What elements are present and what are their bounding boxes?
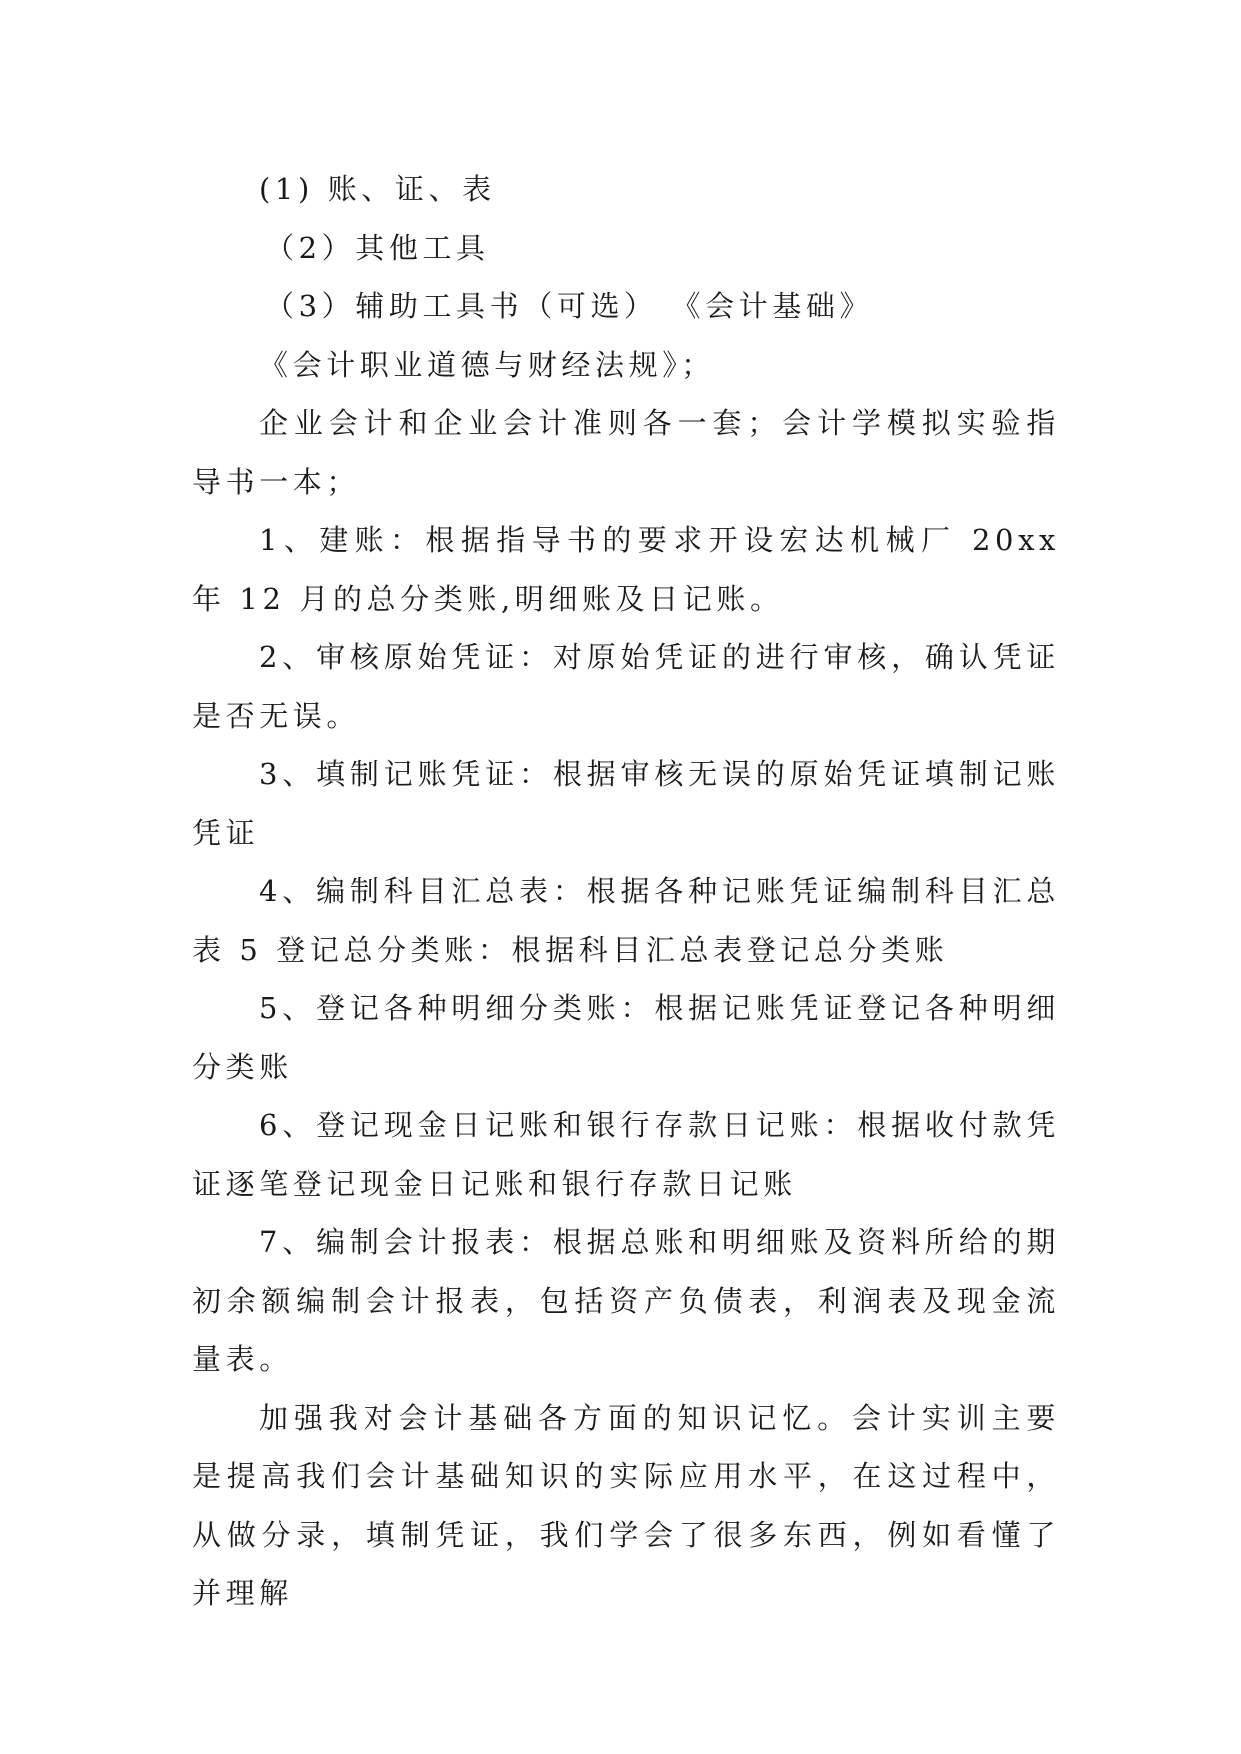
paragraph-step-6: 6、登记现金日记账和银行存款日记账：根据收付款凭证逐笔登记现金日记账和银行存款日记账: [192, 1108, 1060, 1201]
paragraph-step-2: 2、审核原始凭证：对原始凭证的进行审核，确认凭证是否无误。: [192, 640, 1060, 733]
paragraph-tools-ledgers: (1) 账、证、表: [259, 172, 496, 206]
paragraph-reference-books: （3）辅助工具书（可选） 《会计基础》: [265, 289, 874, 323]
paragraph-step-1: 1、建账：根据指导书的要求开设宏达机械厂 20xx 年 12 月的总分类账,明细账及日记账。: [192, 523, 1060, 616]
paragraph-ethics-book: 《会计职业道德与财经法规》；: [259, 347, 715, 382]
paragraph-step-4: 4、编制科目汇总表：根据各种记账凭证编制科目汇总表 5 登记总分类账：根据科目汇总表登记总分类账: [192, 874, 1060, 967]
paragraph-other-tools: （2）其他工具: [265, 230, 490, 265]
paragraph-reflection: 加强我对会计基础各方面的知识记忆。会计实训主要是提高我们会计基础知识的实际应用水平，在这过程中，从做分录，填制凭证，我们学会了很多东西，例如看懂了并理解: [192, 1400, 1060, 1610]
document-body: [192, 160, 1060, 1623]
paragraph-standards-set: 企业会计和企业会计准则各一套；会计学模拟实验指导书一本；: [192, 406, 1060, 499]
paragraph-step-7: 7、编制会计报表：根据总账和明细账及资料所给的期初余额编制会计报表，包括资产负债表，利润表及现金流量表。: [192, 1225, 1060, 1376]
paragraph-step-3: 3、填制记账凭证：根据审核无误的原始凭证填制记账凭证: [192, 757, 1060, 850]
paragraph-step-5: 5、登记各种明细分类账：根据记账凭证登记各种明细分类账: [192, 991, 1060, 1084]
